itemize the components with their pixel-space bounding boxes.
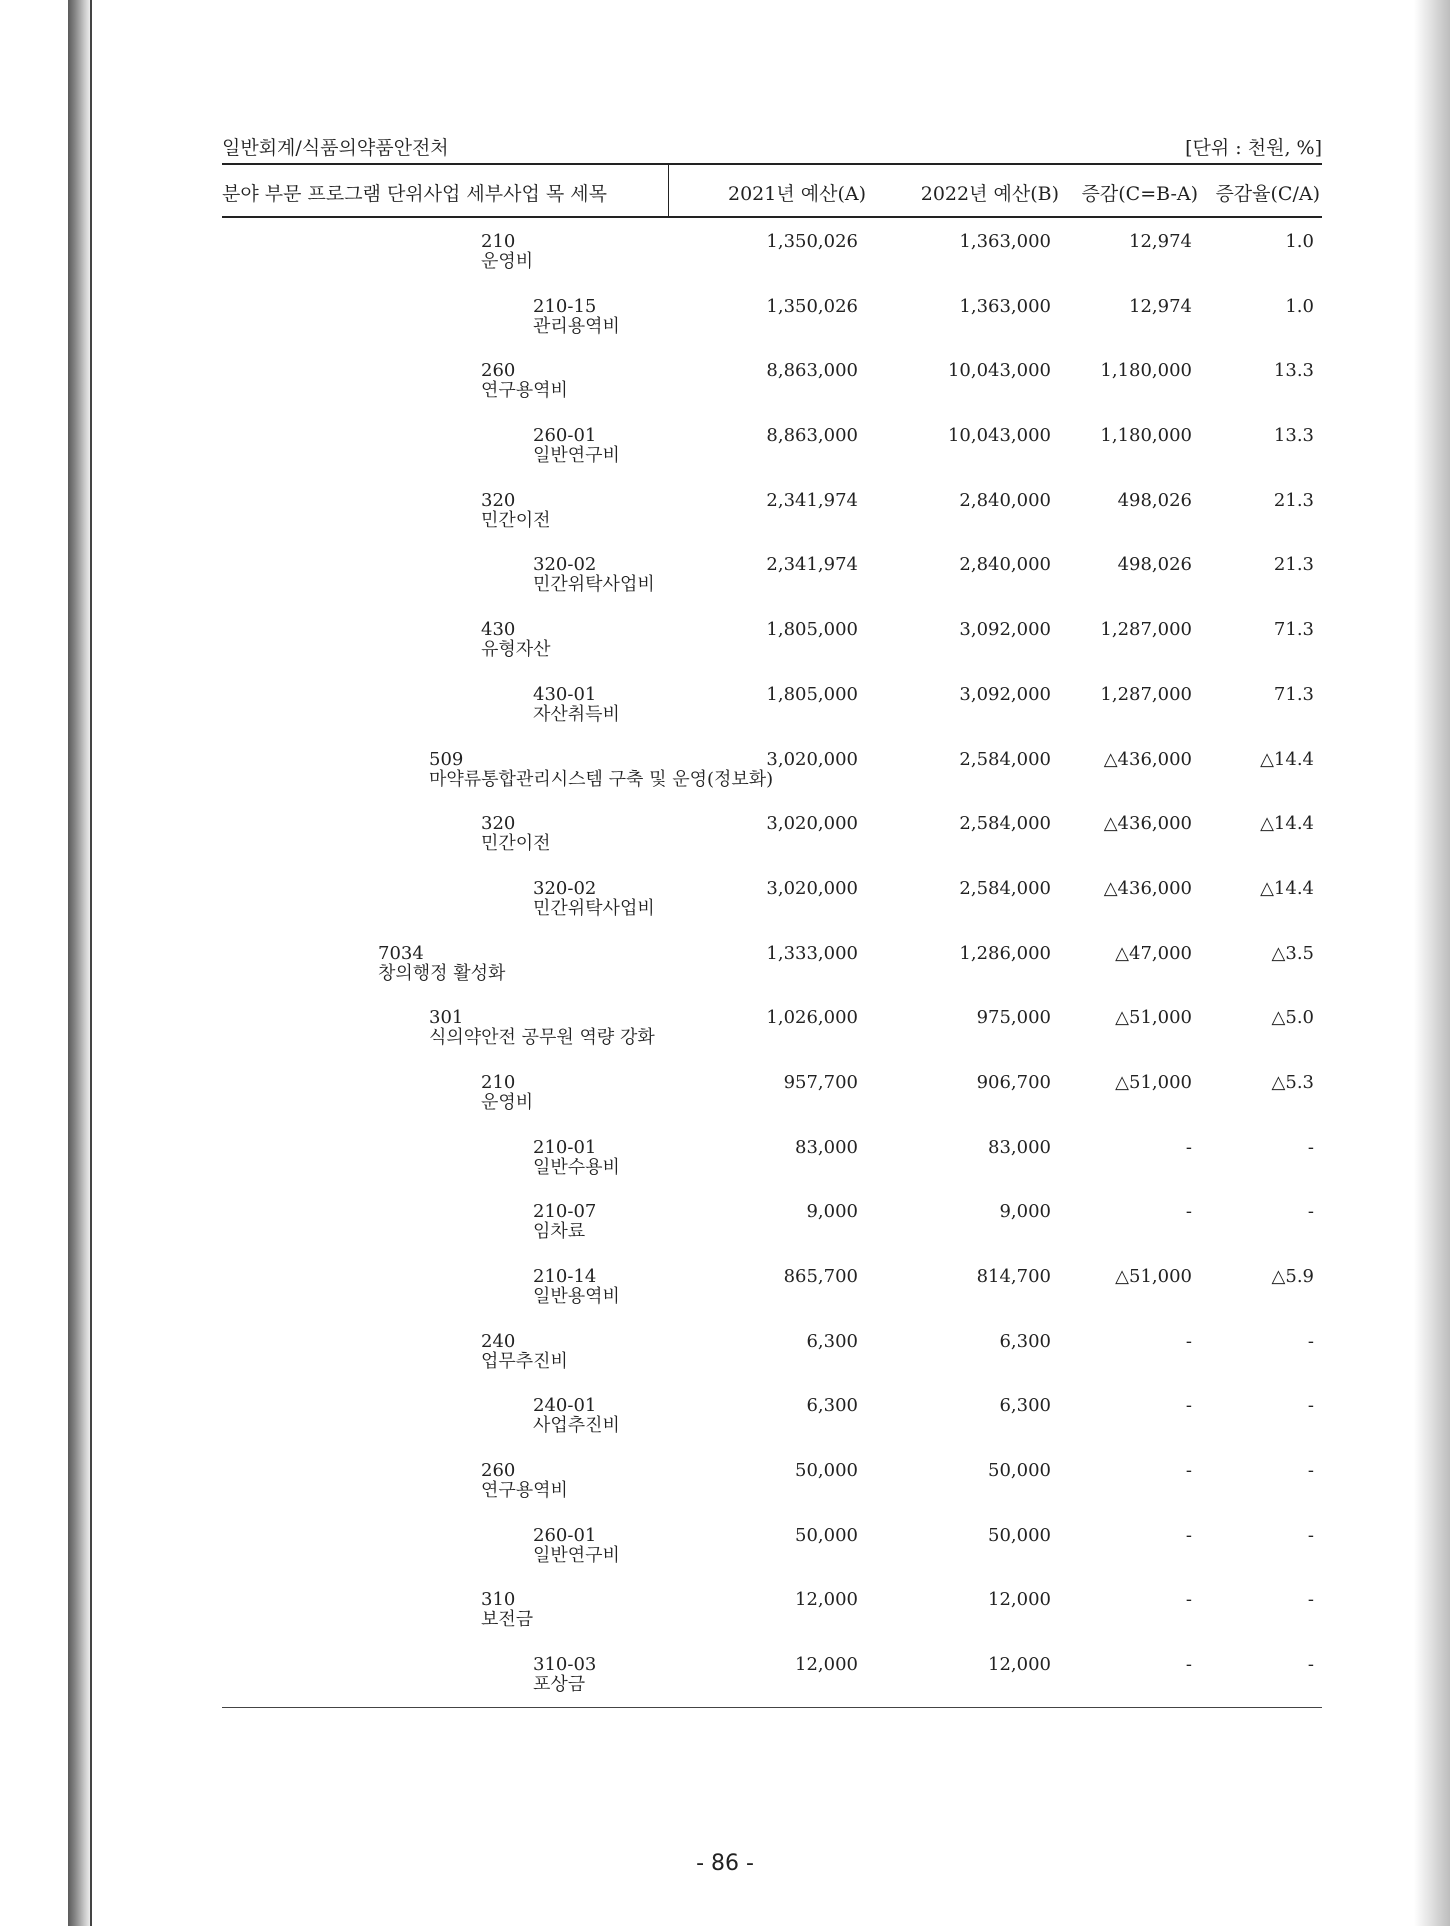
row-name: 마약류통합관리시스템 구축 및 운영(정보화) <box>429 768 774 790</box>
row-code: 310-03 <box>533 1654 597 1676</box>
row-rate: 21.3 <box>1273 554 1314 576</box>
row-rate: - <box>1307 1460 1314 1482</box>
row-2021: 12,000 <box>795 1589 858 1611</box>
row-diff: 498,026 <box>1117 489 1192 511</box>
row-diff: - <box>1185 1524 1192 1546</box>
table-row <box>222 1188 1322 1253</box>
column-header-diff: 증감(C=B-A) <box>1081 183 1198 205</box>
row-2021: 957,700 <box>783 1071 858 1093</box>
row-diff: - <box>1185 1589 1192 1611</box>
row-code: 260 <box>481 1460 516 1482</box>
row-2021: 1,805,000 <box>766 619 858 641</box>
row-2022: 2,840,000 <box>959 489 1051 511</box>
row-name: 운영비 <box>481 1091 534 1113</box>
row-code: 210-01 <box>533 1136 597 1158</box>
row-rate: △14.4 <box>1260 877 1314 899</box>
row-2021: 8,863,000 <box>766 425 858 447</box>
row-2021: 865,700 <box>783 1266 858 1287</box>
table-row <box>222 671 1322 736</box>
row-name: 임차료 <box>533 1221 586 1243</box>
row-name: 창의행정 활성화 <box>378 962 506 984</box>
row-diff: - <box>1185 1201 1192 1223</box>
row-diff: △51,000 <box>1115 1071 1192 1093</box>
account-title: 일반회계/식품의약품안전처 <box>222 137 449 159</box>
row-2021: 2,341,974 <box>766 554 858 576</box>
row-2022: 12,000 <box>988 1589 1051 1611</box>
row-diff: △47,000 <box>1115 942 1192 964</box>
row-name: 관리용역비 <box>533 315 620 337</box>
table-row <box>222 412 1322 477</box>
row-2022: 1,363,000 <box>959 231 1051 252</box>
row-2021: 8,863,000 <box>766 360 858 382</box>
row-diff: 1,180,000 <box>1100 425 1192 447</box>
row-2021: 1,026,000 <box>766 1007 858 1029</box>
row-code: 210 <box>481 231 516 252</box>
row-name: 자산취득비 <box>533 703 620 725</box>
row-2022: 6,300 <box>999 1330 1051 1352</box>
row-rate: △3.5 <box>1271 942 1314 964</box>
row-code: 509 <box>429 748 464 770</box>
table-row <box>222 1576 1322 1641</box>
row-2022: 975,000 <box>976 1007 1051 1029</box>
row-diff: △51,000 <box>1115 1266 1192 1287</box>
row-code: 210-07 <box>533 1201 597 1223</box>
table-body <box>222 218 1322 1708</box>
column-header-2021: 2021년 예산(A) <box>727 183 866 205</box>
row-diff: 12,974 <box>1129 295 1192 317</box>
page-number: - 86 - <box>696 1851 754 1876</box>
row-2022: 2,584,000 <box>959 813 1051 835</box>
row-name: 연구용역비 <box>481 380 568 402</box>
row-rate: - <box>1307 1201 1314 1223</box>
row-code: 301 <box>429 1007 464 1029</box>
row-2022: 10,043,000 <box>947 425 1051 447</box>
row-diff: △51,000 <box>1115 1007 1192 1029</box>
row-code: 320-02 <box>533 877 597 899</box>
row-2021: 50,000 <box>795 1460 858 1482</box>
row-code: 320 <box>481 489 516 511</box>
row-rate: 13.3 <box>1273 425 1314 447</box>
row-code: 430 <box>481 619 516 641</box>
table-row <box>222 1447 1322 1512</box>
row-2021: 6,300 <box>806 1330 858 1352</box>
row-diff: - <box>1185 1460 1192 1482</box>
row-rate: 71.3 <box>1273 683 1314 705</box>
table-row <box>222 606 1322 671</box>
row-name: 포상금 <box>533 1674 586 1696</box>
table-row <box>222 1124 1322 1189</box>
table-row <box>222 541 1322 606</box>
row-code: 210-14 <box>533 1266 597 1287</box>
row-rate: △5.9 <box>1271 1266 1314 1287</box>
row-code: 240-01 <box>533 1395 597 1417</box>
row-code: 260-01 <box>533 1524 597 1546</box>
row-name: 연구용역비 <box>481 1480 568 1502</box>
row-diff: 1,180,000 <box>1100 360 1192 382</box>
row-rate: - <box>1307 1589 1314 1611</box>
row-diff: △436,000 <box>1103 877 1192 899</box>
row-name: 민간위탁사업비 <box>533 897 655 919</box>
table-row <box>222 347 1322 412</box>
row-diff: △436,000 <box>1103 813 1192 835</box>
row-rate: - <box>1307 1330 1314 1352</box>
table-row <box>222 477 1322 542</box>
row-code: 320-02 <box>533 554 597 576</box>
row-2021: 1,350,026 <box>766 295 858 317</box>
row-2021: 50,000 <box>795 1524 858 1546</box>
row-name: 민간이전 <box>481 509 551 531</box>
table-row <box>222 994 1322 1059</box>
row-code: 240 <box>481 1330 516 1352</box>
row-2021: 83,000 <box>795 1136 858 1158</box>
row-diff: - <box>1185 1136 1192 1158</box>
row-2021: 2,341,974 <box>766 489 858 511</box>
table-row <box>222 1641 1322 1706</box>
row-2022: 2,584,000 <box>959 748 1051 770</box>
table-row <box>222 1253 1322 1318</box>
column-header-rate: 증감율(C/A) <box>1215 183 1320 205</box>
row-name: 사업추진비 <box>533 1415 620 1437</box>
table-row <box>222 865 1322 930</box>
row-diff: 1,287,000 <box>1100 619 1192 641</box>
row-code: 260 <box>481 360 516 382</box>
row-name: 민간위탁사업비 <box>533 574 655 596</box>
row-2022: 9,000 <box>999 1201 1051 1223</box>
row-code: 210-15 <box>533 295 597 317</box>
row-2022: 1,286,000 <box>959 942 1051 964</box>
budget-table <box>222 163 1322 1708</box>
row-diff: - <box>1185 1395 1192 1417</box>
row-2021: 1,333,000 <box>766 942 858 964</box>
row-name: 일반연구비 <box>533 445 620 467</box>
row-code: 430-01 <box>533 683 597 705</box>
row-rate: △14.4 <box>1260 748 1314 770</box>
row-rate: 1.0 <box>1285 295 1314 317</box>
page-binding-line <box>90 0 92 1926</box>
row-2021: 9,000 <box>806 1201 858 1223</box>
table-row <box>222 283 1322 348</box>
row-2022: 83,000 <box>988 1136 1051 1158</box>
row-2022: 2,840,000 <box>959 554 1051 576</box>
row-name: 일반수용비 <box>533 1156 620 1178</box>
row-2022: 2,584,000 <box>959 877 1051 899</box>
header-divider <box>668 165 669 216</box>
row-rate: 1.0 <box>1285 231 1314 252</box>
row-code: 260-01 <box>533 425 597 447</box>
row-code: 310 <box>481 1589 516 1611</box>
table-row <box>222 1318 1322 1383</box>
row-code: 320 <box>481 813 516 835</box>
row-2022: 1,363,000 <box>959 295 1051 317</box>
row-2022: 12,000 <box>988 1654 1051 1676</box>
table-row <box>222 736 1322 801</box>
row-2022: 50,000 <box>988 1524 1051 1546</box>
column-header-2022: 2022년 예산(B) <box>920 183 1059 205</box>
table-row <box>222 1382 1322 1447</box>
row-2022: 6,300 <box>999 1395 1051 1417</box>
row-rate: - <box>1307 1654 1314 1676</box>
column-header-category: 분야 부문 프로그램 단위사업 세부사업 목 세목 <box>222 183 607 205</box>
row-code: 210 <box>481 1071 516 1093</box>
table-row <box>222 1059 1322 1124</box>
row-2021: 6,300 <box>806 1395 858 1417</box>
row-rate: △14.4 <box>1260 813 1314 835</box>
row-2022: 814,700 <box>976 1266 1051 1287</box>
row-diff: 12,974 <box>1129 231 1192 252</box>
row-name: 운영비 <box>481 251 534 272</box>
row-diff: 498,026 <box>1117 554 1192 576</box>
row-2021: 3,020,000 <box>766 748 858 770</box>
row-name: 민간이전 <box>481 833 551 855</box>
row-name: 업무추진비 <box>481 1350 568 1372</box>
row-name: 보전금 <box>481 1609 534 1631</box>
row-rate: 13.3 <box>1273 360 1314 382</box>
row-rate: △5.3 <box>1271 1071 1314 1093</box>
document-header <box>222 133 1322 159</box>
row-2021: 3,020,000 <box>766 877 858 899</box>
row-2021: 12,000 <box>795 1654 858 1676</box>
unit-label: [단위 : 천원, %] <box>1185 137 1322 159</box>
row-2022: 10,043,000 <box>947 360 1051 382</box>
row-2022: 50,000 <box>988 1460 1051 1482</box>
row-diff: - <box>1185 1330 1192 1352</box>
row-2022: 3,092,000 <box>959 619 1051 641</box>
row-rate: - <box>1307 1524 1314 1546</box>
row-2021: 1,350,026 <box>766 231 858 252</box>
row-rate: 71.3 <box>1273 619 1314 641</box>
row-2022: 906,700 <box>976 1071 1051 1093</box>
table-row <box>222 930 1322 995</box>
row-diff: - <box>1185 1654 1192 1676</box>
row-name: 유형자산 <box>481 639 551 661</box>
row-2021: 3,020,000 <box>766 813 858 835</box>
row-name: 일반연구비 <box>533 1544 620 1566</box>
table-row <box>222 218 1322 283</box>
row-name: 일반용역비 <box>533 1286 620 1307</box>
table-header <box>222 165 1322 218</box>
table-row <box>222 800 1322 865</box>
row-diff: △436,000 <box>1103 748 1192 770</box>
row-name: 식의약안전 공무원 역량 강화 <box>429 1027 655 1049</box>
row-code: 7034 <box>378 942 424 964</box>
row-diff: 1,287,000 <box>1100 683 1192 705</box>
row-rate: - <box>1307 1395 1314 1417</box>
table-row <box>222 1512 1322 1577</box>
page-binding-edge <box>68 0 90 1926</box>
page-right-shadow <box>1414 0 1450 1926</box>
row-rate: 21.3 <box>1273 489 1314 511</box>
row-rate: △5.0 <box>1271 1007 1314 1029</box>
row-2022: 3,092,000 <box>959 683 1051 705</box>
row-2021: 1,805,000 <box>766 683 858 705</box>
row-rate: - <box>1307 1136 1314 1158</box>
